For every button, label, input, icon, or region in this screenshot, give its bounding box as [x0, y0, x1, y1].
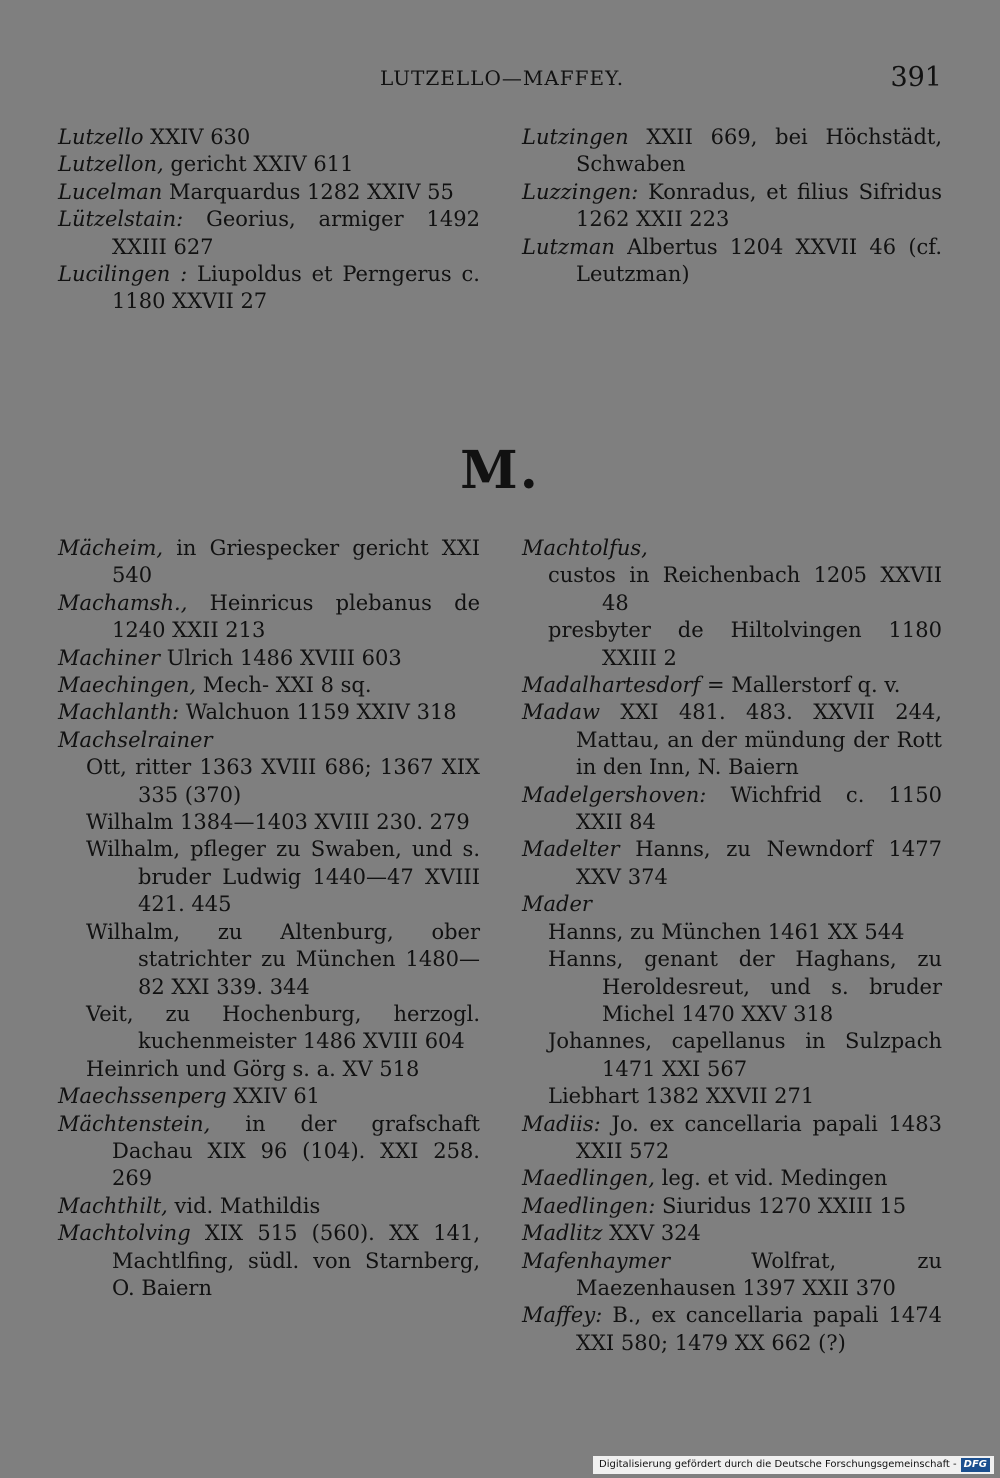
digitization-footer	[593, 1456, 994, 1474]
headword: Mächtenstein,	[58, 1111, 211, 1136]
entry-text: Wolfrat, zu Maezenhausen 1397 XXII 370	[576, 1248, 942, 1300]
index-entry	[58, 672, 480, 699]
headword: Maechssenperg	[58, 1084, 227, 1109]
entry-text: Heinricus plebanus de 1240 XXII 213	[112, 590, 480, 643]
headword: Madlitz	[522, 1221, 603, 1246]
page-number: 391	[890, 62, 942, 93]
index-subentry: presbyter de Hiltolvingen 1180 XXIII 2	[548, 618, 942, 670]
entry-text: Hanns, zu Newndorf 1477 XXV 374	[576, 837, 942, 889]
index-entry	[58, 151, 480, 178]
headword: Mächeim,	[58, 536, 164, 560]
entry-text: XXII 669, bei Höchstädt, Schwaben	[576, 125, 942, 177]
entry-text: Ulrich 1486 XVIII 603	[160, 645, 402, 670]
headword: Maedlingen:	[522, 1193, 656, 1218]
index-subentry: custos in Reichenbach 1205 XXVII 48	[548, 563, 942, 615]
entry-text: leg. et vid. Medingen	[654, 1166, 888, 1191]
index-entry	[58, 1193, 480, 1220]
headword: Machtolving	[58, 1221, 191, 1246]
index-entry	[58, 1111, 480, 1193]
headword: Lucelman	[58, 179, 163, 204]
headword: Maffey:	[522, 1303, 603, 1328]
index-entry	[522, 1248, 942, 1303]
running-head: LUTZELLO—MAFFEY.	[380, 66, 625, 90]
index-entry	[522, 179, 942, 234]
entry-text: Wichfrid c. 1150 XXII 84	[576, 782, 942, 835]
entry-text: Siuridus 1270 XXIII 15	[655, 1193, 907, 1218]
headword: Maechingen,	[58, 673, 197, 698]
index-subentry: Heinrich und Görg s. a. XV 518	[86, 1056, 420, 1081]
headword: Madelter	[522, 837, 620, 862]
entry-text: Mech- XXI 8 sq.	[196, 673, 372, 698]
headword: Lutzman	[522, 234, 615, 259]
headword: Madalhartesdorf	[522, 673, 701, 698]
index-entry	[522, 1165, 942, 1192]
index-entry	[58, 124, 480, 151]
entry-text: = Mallerstorf q. v.	[700, 673, 901, 698]
index-subentry: Ott, ritter 1363 XVIII 686; 1367 XIX 335 (370)	[86, 755, 480, 807]
index-entry	[522, 782, 942, 837]
headword: Madiis:	[522, 1111, 601, 1136]
index-entry	[522, 1111, 942, 1166]
headword: Machselrainer	[58, 727, 213, 752]
index-column-m-right	[522, 535, 942, 1357]
index-entry	[58, 261, 480, 316]
entry-text: XXI 481. 483. XXVII 244, Mattau, an der mündung der Rott in den Inn, N. Baiern	[576, 700, 942, 780]
headword: Lutzingen	[522, 125, 629, 149]
headword: Madelgershoven:	[522, 782, 707, 807]
index-subentry: Johannes, capellanus in Sulzpach 1471 XXI 567	[548, 1029, 942, 1081]
entry-text: XIX 515 (560). XX 141, Machtlfing, südl. von Starnberg, O. Baiern	[112, 1221, 480, 1300]
headword: Machamsh.,	[58, 590, 188, 615]
headword: Lucilingen :	[58, 262, 188, 287]
index-entry	[522, 836, 942, 891]
index-subentry: Wilhalm, pfleger zu Swaben, und s. bruder Ludwig 1440—47 XVIII 421. 445	[86, 837, 480, 917]
index-entry	[522, 672, 942, 699]
headword: Maedlingen,	[522, 1166, 655, 1191]
entry-text: gericht XXIV 611	[163, 152, 354, 177]
index-entry	[58, 535, 480, 590]
entry-text: in der grafschaft Dachau XIX 96 (104). XXI 258. 269	[112, 1111, 480, 1191]
entry-text: Albertus 1204 XXVII 46 (cf. Leutzman)	[576, 234, 942, 287]
index-entry	[522, 234, 942, 289]
entry-text: Walchuon 1159 XXIV 318	[179, 700, 457, 725]
entry-text: XXV 324	[602, 1221, 701, 1246]
index-subentry: Wilhalm 1384—1403 XVIII 230. 279	[86, 810, 470, 835]
index-entry	[522, 1193, 942, 1220]
index-subentry: Hanns, zu München 1461 XX 544	[548, 919, 905, 944]
index-entry	[522, 699, 942, 781]
headword: Lützelstain:	[58, 207, 184, 232]
index-subentry: Hanns, genant der Haghans, zu Heroldesreut, und s. bruder Michel 1470 XXV 318	[548, 947, 942, 1026]
index-entry	[58, 699, 480, 726]
headword: Luzzingen:	[522, 179, 639, 204]
dfg-logo: DFG	[961, 1458, 990, 1472]
index-entry	[58, 727, 480, 754]
index-entry	[58, 590, 480, 645]
index-column-m-left	[58, 535, 480, 1302]
entry-text: XXIV 61	[226, 1084, 321, 1109]
headword: Mader	[522, 892, 592, 917]
index-entry	[58, 1083, 480, 1110]
entry-text: XXIV 630	[143, 125, 251, 149]
entry-text: in Griespecker gericht XXI 540	[112, 536, 480, 588]
index-subentry: Liebhart 1382 XXVII 271	[548, 1084, 815, 1109]
entry-text: Konradus, et filius Sifridus 1262 XXII 223	[576, 179, 942, 232]
index-column-lutz-right	[522, 124, 942, 288]
index-entry	[522, 535, 942, 562]
index-column-lutz-left	[58, 124, 480, 316]
index-entry	[58, 645, 480, 672]
headword: Machiner	[58, 645, 161, 670]
page-header	[0, 62, 1000, 102]
index-entry	[58, 179, 480, 206]
entry-text: Marquardus 1282 XXIV 55	[162, 179, 454, 204]
entry-text: B., ex cancellaria papali 1474 XXI 580; 1479 XX 662 (?)	[576, 1303, 942, 1355]
index-entry	[58, 1220, 480, 1302]
headword: Lutzello	[58, 125, 144, 149]
index-entry	[522, 1220, 942, 1247]
section-letter: M.	[460, 440, 540, 501]
headword: Machthilt,	[58, 1193, 168, 1218]
index-entry	[522, 891, 942, 918]
headword: Machtolfus,	[522, 536, 648, 560]
index-subentry: Veit, zu Hochenburg, herzogl. kuchenmeister 1486 XVIII 604	[86, 1001, 480, 1054]
index-entry	[522, 1302, 942, 1357]
headword: Machlanth:	[58, 700, 180, 725]
index-entry	[522, 124, 942, 179]
headword: Madaw	[522, 700, 600, 725]
entry-text: Georius, armiger 1492 XXIII 627	[112, 207, 480, 259]
index-subentry: Wilhalm, zu Altenburg, ober statrichter zu München 1480—82 XXI 339. 344	[86, 919, 480, 999]
headword: Mafenhaymer	[522, 1248, 671, 1273]
index-entry	[58, 206, 480, 261]
headword: Lutzellon,	[58, 152, 164, 177]
entry-text: Jo. ex cancellaria papali 1483 XXII 572	[576, 1111, 942, 1163]
entry-text: Liupoldus et Perngerus c. 1180 XXVII 27	[112, 262, 480, 314]
entry-text: vid. Mathildis	[167, 1193, 321, 1218]
footer-text: Digitalisierung gefördert durch die Deutsche Forschungsgemeinschaft -	[599, 1459, 957, 1470]
